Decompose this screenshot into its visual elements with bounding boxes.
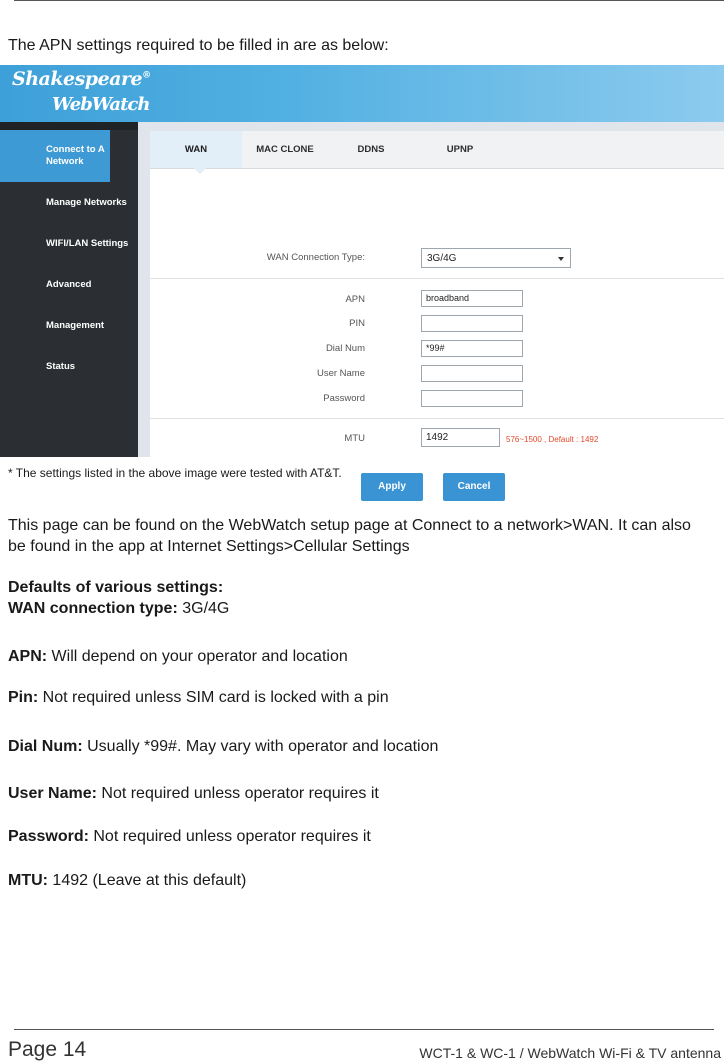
default-dial-num: Dial Num: Usually *99#. May vary with operator and location <box>8 738 439 755</box>
password-input[interactable] <box>421 390 523 407</box>
default-user-name: User Name: Not required unless operator requires it <box>8 785 379 802</box>
document-title: WCT-1 & WC-1 / WebWatch Wi-Fi & TV antenna <box>419 1045 721 1061</box>
mtu-label: MTU <box>344 433 365 444</box>
location-paragraph: This page can be found on the WebWatch setup page at Connect to a network>WAN. It can also be found in the app at Internet Settings>Cellular Settings <box>8 517 691 555</box>
logo-webwatch: WebWatch <box>52 94 150 115</box>
apply-button[interactable]: Apply <box>361 473 423 501</box>
divider <box>150 278 724 279</box>
dial-num-label: Dial Num <box>325 343 365 354</box>
tab-wan[interactable]: WAN <box>150 131 242 168</box>
top-rule <box>14 0 724 1</box>
mtu-input[interactable]: 1492 <box>421 428 500 447</box>
page-number: Page 14 <box>8 1038 87 1061</box>
sidebar-strip <box>0 122 138 130</box>
tab-mac-clone[interactable]: MAC CLONE <box>256 144 314 155</box>
logo-banner <box>0 65 724 122</box>
wan-type-label: WAN Connection Type: <box>266 252 365 263</box>
footnote: * The settings listed in the above image were tested with AT&T. <box>8 466 342 480</box>
tab-ddns[interactable]: DDNS <box>357 144 385 155</box>
cancel-button[interactable]: Cancel <box>443 473 505 501</box>
tab-caret <box>194 168 206 174</box>
apn-input[interactable]: broadband <box>421 290 523 307</box>
default-mtu: MTU: 1492 (Leave at this default) <box>8 872 247 889</box>
mtu-hint: 576~1500 , Default : 1492 <box>506 435 599 444</box>
default-pin: Pin: Not required unless SIM card is locked with a pin <box>8 689 389 706</box>
sidebar-item-advanced[interactable]: Advanced <box>46 278 92 290</box>
logo-shakespeare: Shakespeare® <box>12 68 151 90</box>
sidebar-item-wifi-lan[interactable]: WIFI/LAN Settings <box>46 237 129 249</box>
apn-label: APN <box>345 294 365 305</box>
sidebar-item-connect[interactable]: Connect to A Network <box>0 130 110 182</box>
tab-bar <box>150 131 724 169</box>
divider <box>150 418 724 419</box>
wan-type-select[interactable] <box>421 248 571 268</box>
password-label: Password <box>323 393 365 404</box>
sidebar-nav <box>0 130 138 387</box>
chevron-down-icon <box>558 257 564 261</box>
bottom-rule <box>14 1029 714 1030</box>
tab-upnp[interactable]: UPNP <box>446 144 474 155</box>
wan-type-value: 3G/4G <box>427 253 457 264</box>
defaults-heading: Defaults of various settings: <box>8 579 224 596</box>
sidebar-item-manage-networks[interactable]: Manage Networks <box>46 196 127 208</box>
default-wan-type: WAN connection type: 3G/4G <box>8 600 230 617</box>
default-apn: APN: Will depend on your operator and location <box>8 648 348 665</box>
sidebar-item-management[interactable]: Management <box>46 319 105 331</box>
pin-label: PIN <box>349 318 365 329</box>
sidebar-item-status[interactable]: Status <box>46 360 76 372</box>
dial-num-input[interactable]: *99# <box>421 340 523 357</box>
user-name-label: User Name <box>316 368 365 379</box>
default-password: Password: Not required unless operator requires it <box>8 828 371 845</box>
intro-text: The APN settings required to be filled in are as below: <box>8 37 389 54</box>
pin-input[interactable] <box>421 315 523 332</box>
user-name-input[interactable] <box>421 365 523 382</box>
